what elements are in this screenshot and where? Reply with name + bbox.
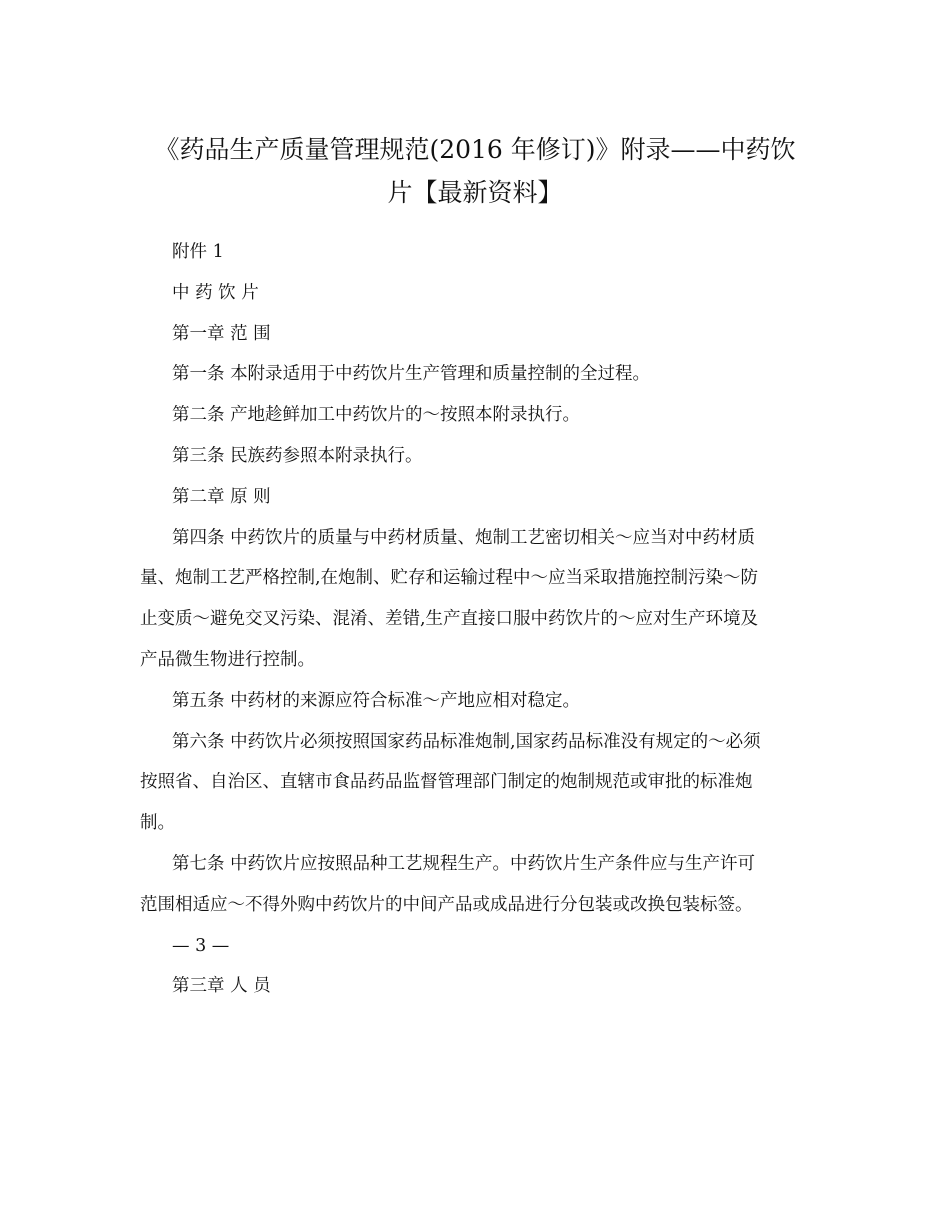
article-4-line-4: 产品微生物进行控制。: [140, 649, 315, 670]
attachment-label: 附件 1: [172, 242, 224, 262]
document-title: [140, 128, 810, 214]
chapter-3-heading: 第三章 人 员: [172, 976, 271, 997]
article-7-line-2: 范围相适应～不得外购中药饮片的中间产品或成品进行分包装或改换包装标签。: [140, 894, 753, 915]
section-heading: 中 药 饮 片: [172, 282, 259, 303]
article-6-line-1: 第六条 中药饮片必须按照国家药品标准炮制,国家药品标准没有规定的～必须: [172, 731, 761, 752]
chapter-2-heading: 第二章 原 则: [172, 486, 271, 507]
article-4-line-2: 量、炮制工艺严格控制,在炮制、贮存和运输过程中～应当采取措施控制污染～防: [140, 568, 759, 589]
article-5: 第五条 中药材的来源应符合标准～产地应相对稳定。: [172, 690, 581, 711]
title-line-2: 片【最新资料】: [387, 178, 563, 207]
page-number: — 3 —: [172, 935, 230, 956]
article-6-line-3: 制。: [140, 813, 175, 834]
document-body: [140, 232, 812, 1007]
article-1: 第一条 本附录适用于中药饮片生产管理和质量控制的全过程。: [172, 364, 651, 385]
article-4-line-3: 止变质～避免交叉污染、混淆、差错,生产直接口服中药饮片的～应对生产环境及: [140, 609, 759, 630]
chapter-1-heading: 第一章 范 围: [172, 323, 271, 344]
title-line-1: 《药品生产质量管理规范(2016 年修订)》附录——中药饮: [154, 135, 796, 164]
article-3: 第三条 民族药参照本附录执行。: [172, 445, 423, 466]
article-6-line-2: 按照省、自治区、直辖市食品药品监督管理部门制定的炮制规范或审批的标准炮: [140, 772, 753, 793]
article-7-line-1: 第七条 中药饮片应按照品种工艺规程生产。中药饮片生产条件应与生产许可: [172, 853, 756, 874]
article-4-line-1: 第四条 中药饮片的质量与中药材质量、炮制工艺密切相关～应当对中药材质: [172, 527, 756, 548]
article-2: 第二条 产地趁鲜加工中药饮片的～按照本附录执行。: [172, 405, 581, 426]
